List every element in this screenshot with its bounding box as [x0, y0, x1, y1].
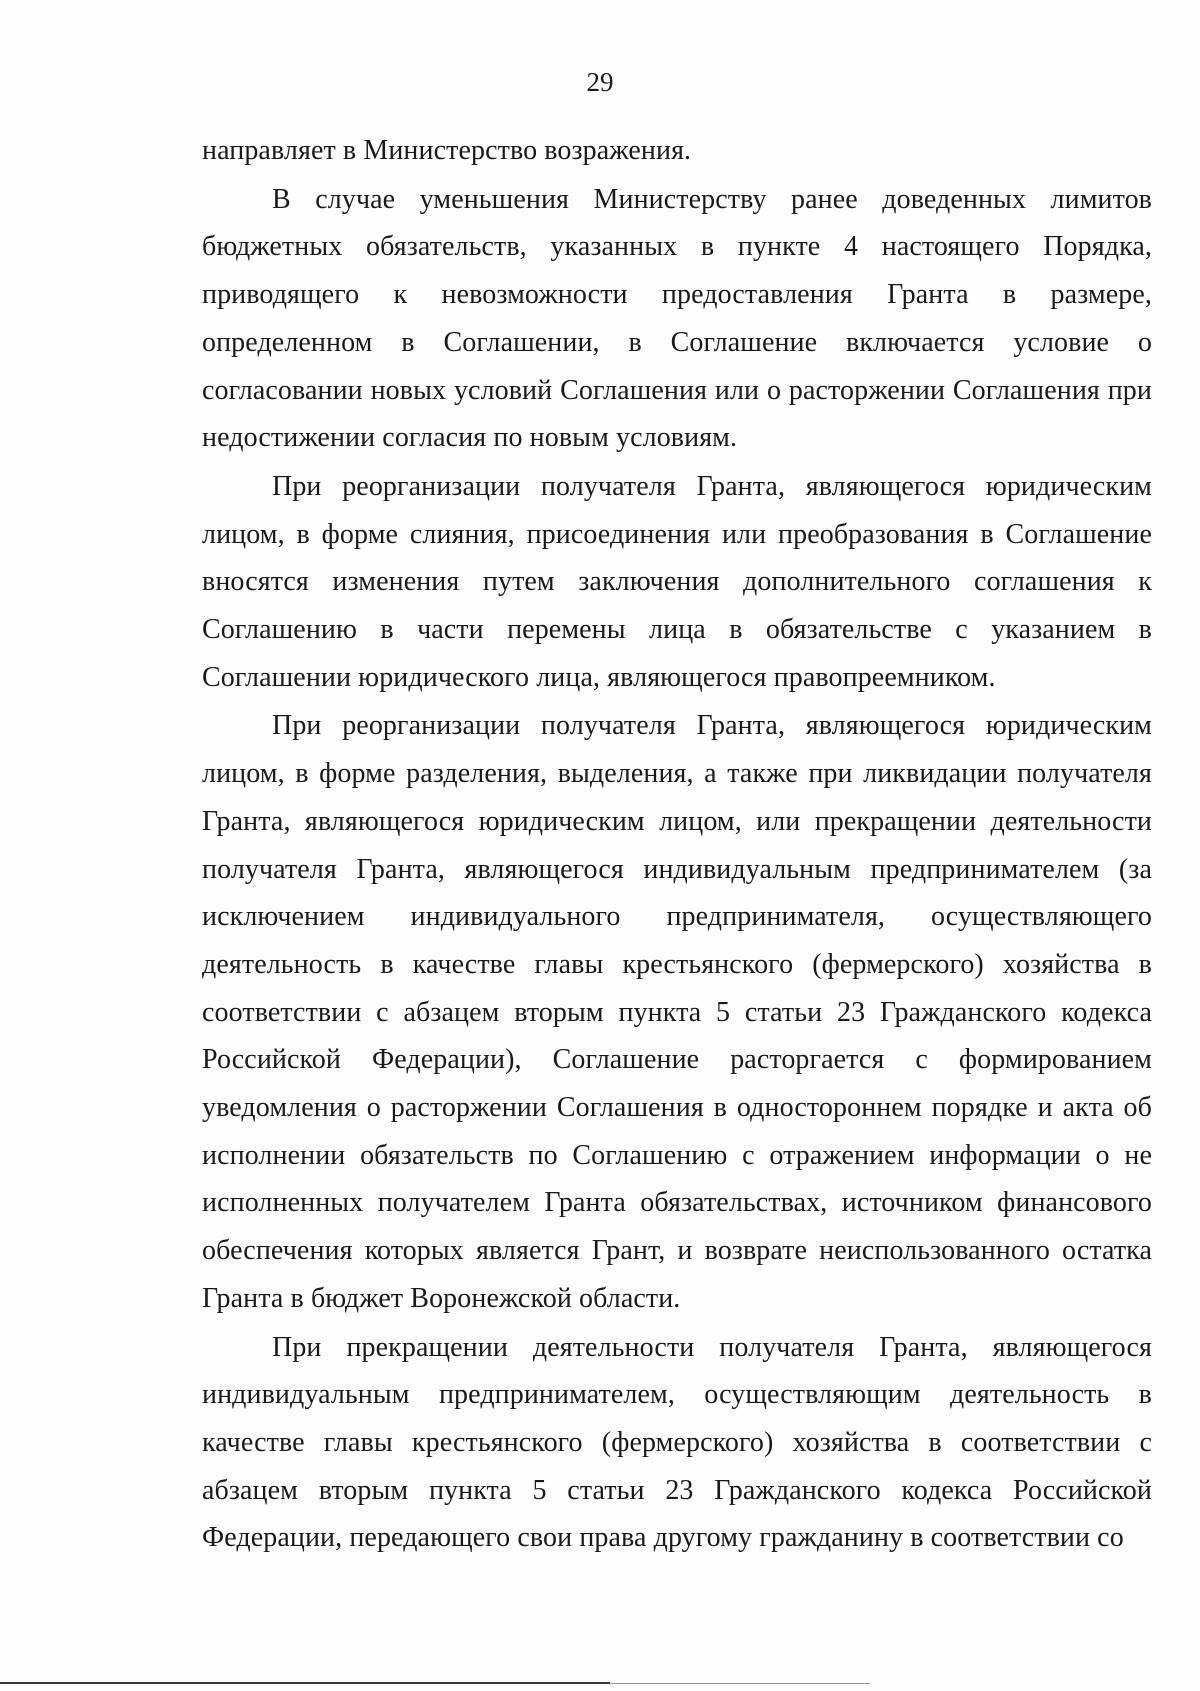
paragraph-termination-farm-head: При прекращении деятельности получателя Гранта, являющегося индивидуальным предпринимателем, осуществляющим деятельность в качестве главы крестьянского (фермерского) хозяйства в соответствии с абзацем вторым пункта 5 статьи 23 Гражданского кодекса Российской Федерации, передающего свои права другому гражданину в соответствии со: [202, 1331, 1152, 1554]
paragraph-reorganization-division: При реорганизации получателя Гранта, являющегося юридическим лицом, в форме разделения, выделения, а также при ликвидации получателя Гранта, являющегося юридическим лицом, или прекращении деятельности получателя Гранта, являющегося индивидуальным предпринимателем (за исключением индивидуального предпринимателя, осуществляющего деятельность в качестве главы крестьянского (фермерского) хозяйства в соответствии с абзацем вторым пункта 5 статьи 23 Гражданского кодекса Российской Федерации), Соглашение расторгается с формированием уведомления о расторжении Соглашения в одностороннем порядке и акта об исполнении обязательств по Соглашению с отражением информации о не исполненных получателем Гранта обязательствах, источником финансового обеспечения которых является Грант, и возврате неиспользованного остатка Гранта в бюджет Воронежской области.: [202, 710, 1152, 1314]
paragraph-reorganization-merger: При реорганизации получателя Гранта, являющегося юридическим лицом, в форме слияния, присоединения или преобразования в Соглашение вносятся изменения путем заключения дополнительного соглашения к Соглашению в части перемены лица в обязательстве с указанием в Соглашении юридического лица, являющегося правопреемником.: [202, 470, 1152, 693]
paragraph-limits-reduction: В случае уменьшения Министерству ранее доведенных лимитов бюджетных обязательств, указанных в пункте 4 настоящего Порядка, приводящего к невозможности предоставления Гранта в размере, определенном в Соглашении, в Соглашение включается условие о согласовании новых условий Соглашения или о расторжении Соглашения при недостижении согласия по новым условиям.: [202, 183, 1152, 454]
page-number: 29: [586, 67, 614, 97]
bottom-scan-edge-line: [0, 1682, 610, 1684]
document-body: [202, 127, 1152, 1562]
paragraph-continuation: направляет в Министерство возражения.: [202, 135, 692, 166]
bottom-scan-edge-line-faint: [610, 1683, 870, 1684]
